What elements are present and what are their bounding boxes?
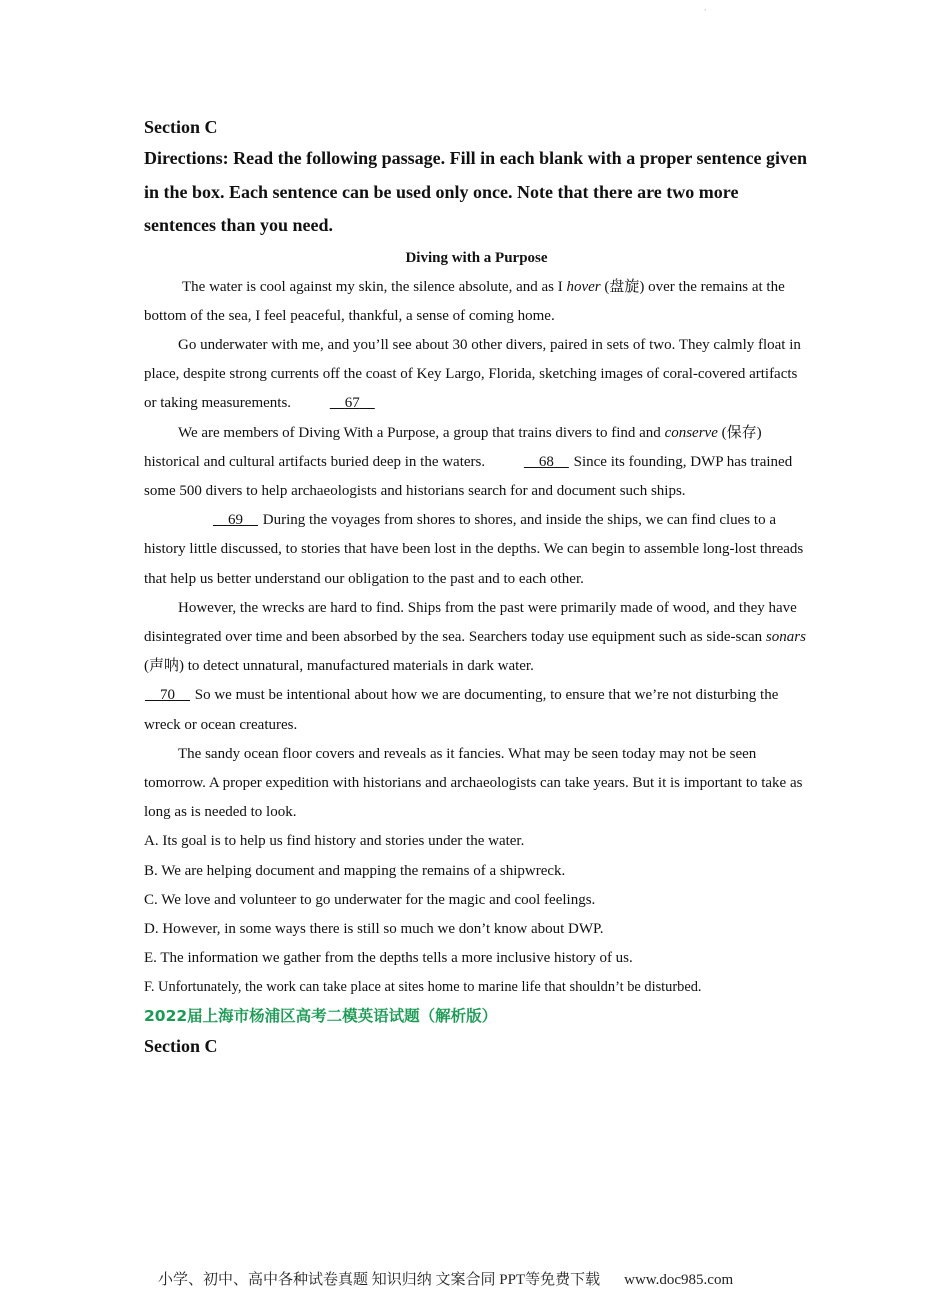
blank-70: 70 bbox=[160, 687, 175, 704]
page-footer bbox=[158, 1268, 733, 1289]
option-e: E. The information we gather from the depths tells a more inclusive history of us. bbox=[144, 950, 633, 967]
corner-mark: ` bbox=[704, 8, 707, 17]
directions: Directions: Read the following passage. Fill in each blank with a proper sentence given in the box. Each sentence can be used only once. Note that there are two more sentences than you need. bbox=[144, 148, 808, 235]
paragraph-6: The sandy ocean floor covers and reveals as it fancies. What may be seen today may not be seen tomorrow. A proper expedition with historians and archaeologists can take years. But it is important to take as long as is needed to look. bbox=[144, 745, 803, 821]
section-title-2: Section C bbox=[144, 1035, 218, 1056]
paragraph-3: We are members of Diving With a Purpose, a group that trains divers to find and conserve (保存) historical and cultural artifacts buried deep in the waters. 68 Since its founding, DWP has trained some 500 divers to help archaeologists and historians search for and document such ships. bbox=[144, 424, 793, 499]
option-c: C. We love and volunteer to go underwater for the magic and cool feelings. bbox=[144, 891, 596, 908]
option-f: F. Unfortunately, the work can take place at sites home to marine life that shouldn’t be disturbed. bbox=[144, 979, 702, 996]
paragraph-2: Go underwater with me, and you’ll see about 30 other divers, paired in sets of two. They calmly float in place, despite strong currents off the coast of Key Largo, Florida, sketching images of coral-covered artifacts or taking measurements. 67 bbox=[144, 331, 809, 419]
option-b: B. We are helping document and mapping the remains of a shipwreck. bbox=[144, 862, 566, 879]
passage-title: Diving with a Purpose bbox=[405, 249, 548, 266]
blank-68: 68 bbox=[538, 453, 554, 470]
answer-options bbox=[144, 827, 809, 1002]
blank-69: 69 bbox=[228, 512, 243, 529]
paragraph-4: 69 During the voyages from shores to shores, and inside the ships, we can find clues to a history little discussed, to stories that have been lost in the depths. We can begin to assemble long-lost threads that help us better understand our obligation to the past and to each other. bbox=[144, 506, 809, 594]
footer-website: www.doc985.com bbox=[624, 1272, 734, 1288]
option-a: A. Its goal is to help us find history and stories under the water. bbox=[144, 833, 525, 850]
source-line: 2022届上海市杨浦区高考二模英语试题（解析版） bbox=[144, 1006, 498, 1025]
footer-text: 小学、初中、高中各种试卷真题 知识归纳 文案合同 PPT等免费下载 bbox=[158, 1272, 601, 1288]
document-body bbox=[144, 112, 809, 1062]
paragraph-5: However, the wrecks are hard to find. Ships from the past were primarily made of wood, and they have disintegrated over time and been absorbed by the sea. Searchers today use equipment such as side-scan sonars (声呐) to detect unnatural, manufactured materials in dark water. 70 So we must be intentional about how we are documenting, to ensure that we’re not disturbing the wreck or ocean creatures. bbox=[144, 594, 809, 740]
blank-67: 67 bbox=[344, 395, 360, 412]
section-title: Section C bbox=[144, 117, 218, 137]
option-d: D. However, in some ways there is still so much we don’t know about DWP. bbox=[144, 920, 604, 937]
paragraph-1: The water is cool against my skin, the silence absolute, and as I hover (盘旋) over the remains at the bottom of the sea, I feel peaceful, thankful, a sense of coming home. bbox=[144, 278, 785, 324]
